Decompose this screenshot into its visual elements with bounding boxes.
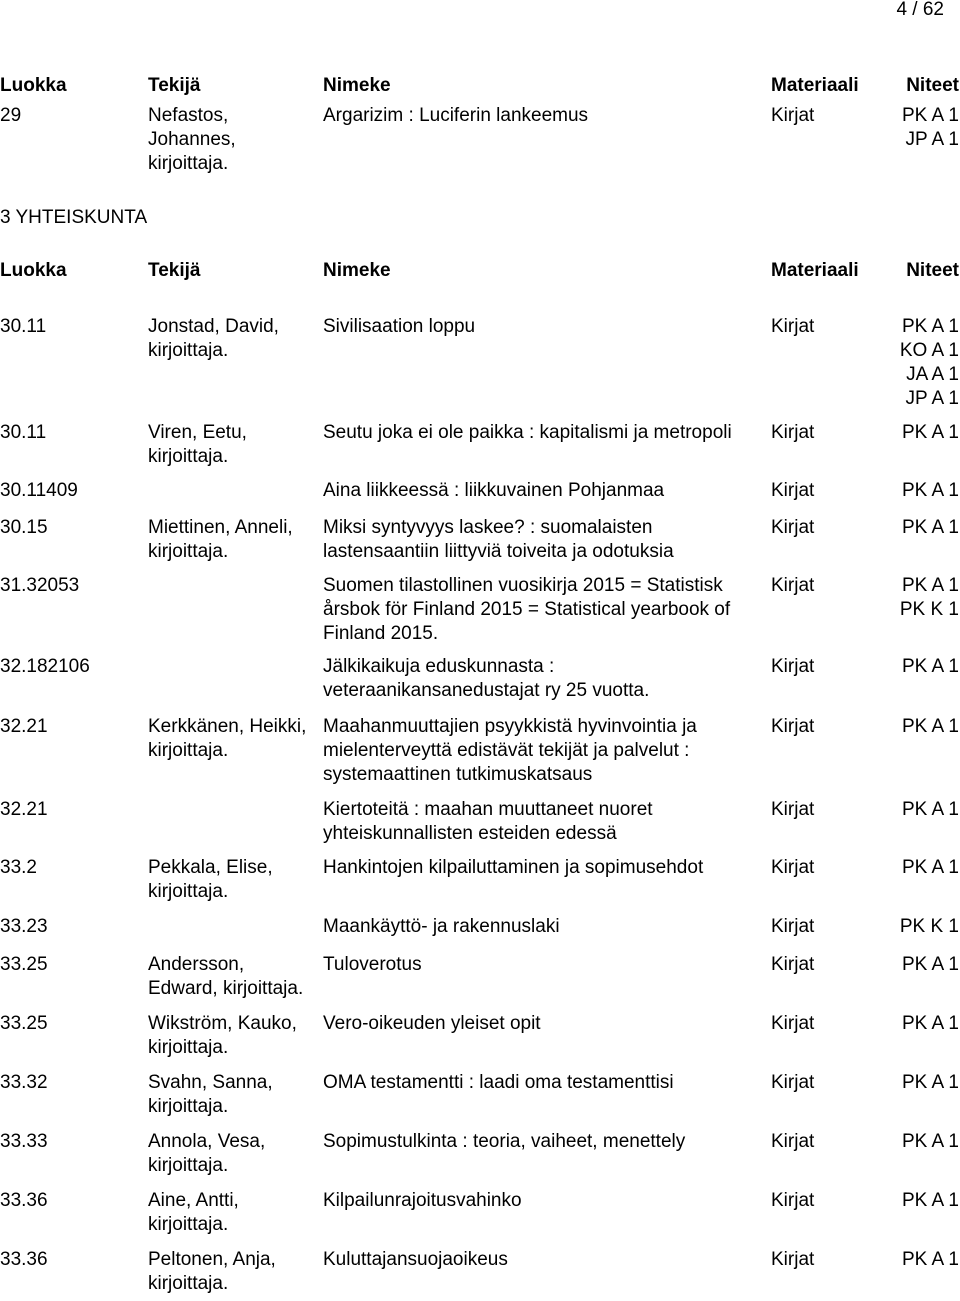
row-material: Kirjat [771,1072,815,1093]
table-row [0,421,960,479]
header-notes: Niteet [906,75,959,96]
table-row [0,516,960,574]
row-title: OMA testamentti : laadi oma testamenttisi [323,1072,674,1093]
row-title: Jälkikaikuja eduskunnasta : veteraanikansanedustajat ry 25 vuotta. [323,656,650,701]
row-class: 33.33 [0,1131,48,1152]
row-author: Wikström, Kauko, kirjoittaja. [148,1013,297,1058]
header-author: Tekijä [148,75,201,96]
row-title: Kiertoteitä : maahan muuttaneet nuoret yhteiskunnallisten esteiden edessä [323,799,653,844]
row-title: Argarizim : Luciferin lankeemus [323,105,589,126]
row-material: Kirjat [771,1131,815,1152]
table-row [0,798,960,856]
table-header [0,74,960,104]
header-class: Luokka [0,260,67,281]
row-notes: PK A 1 [901,480,959,501]
row-material: Kirjat [771,1190,815,1211]
row-class: 33.32 [0,1072,48,1093]
row-author: Nefastos, Johannes, kirjoittaja. [148,105,236,174]
row-material: Kirjat [771,656,815,677]
row-material: Kirjat [771,857,815,878]
row-title: Tuloverotus [323,954,422,975]
row-material: Kirjat [771,916,815,937]
row-class: 33.36 [0,1190,48,1211]
row-notes: PK A 1 [901,857,959,878]
header-notes: Niteet [906,260,959,281]
table-row [0,1248,960,1298]
row-title: Seutu joka ei ole paikka : kapitalismi ja metropoli [323,422,732,443]
row-title: Aina liikkeessä : liikkuvainen Pohjanmaa [323,480,665,501]
row-class: 29 [0,105,22,126]
row-notes: PK A 1 PK K 1 [899,575,959,620]
row-class: 30.11 [0,422,47,443]
table-row [0,1012,960,1071]
row-notes: PK A 1 [901,656,959,677]
row-notes: PK A 1 JP A 1 [901,105,959,150]
row-notes: PK A 1 [901,422,959,443]
row-class: 32.182106 [0,656,90,677]
row-class: 33.25 [0,954,48,975]
row-author: Peltonen, Anja, kirjoittaja. [148,1249,276,1294]
row-title: Maahanmuuttajien psyykkistä hyvinvointia ja mielenterveyttä edistävät tekijät ja palvelut : systemaattinen tutkimuskatsaus [323,716,697,785]
row-author: Andersson, Edward, kirjoittaja. [148,954,304,999]
row-title: Suomen tilastollinen vuosikirja 2015 = Statistisk årsbok för Finland 2015 = Statistical yearbook of Finland 2015. [323,575,731,644]
table-row [0,1071,960,1130]
row-material: Kirjat [771,1249,815,1270]
table-row [0,953,960,1012]
row-author: Pekkala, Elise, kirjoittaja. [148,857,273,902]
header-class: Luokka [0,75,67,96]
table-row [0,104,960,200]
row-title: Sivilisaation loppu [323,316,476,337]
row-title: Hankintojen kilpailuttaminen ja sopimusehdot [323,857,704,878]
table-row [0,479,960,516]
row-author: Annola, Vesa, kirjoittaja. [148,1131,266,1176]
row-class: 33.2 [0,857,37,878]
row-notes: PK A 1 [901,1131,959,1152]
row-class: 33.23 [0,916,48,937]
row-class: 30.11 [0,316,47,337]
row-author: Svahn, Sanna, kirjoittaja. [148,1072,273,1117]
row-notes: PK A 1 [901,799,959,820]
row-material: Kirjat [771,422,815,443]
row-title: Sopimustulkinta : teoria, vaiheet, menettely [323,1131,686,1152]
table-row [0,655,960,715]
header-material: Materiaali [771,75,859,96]
table-row [0,574,960,655]
page-number: 4 / 62 [896,0,944,20]
row-author: Aine, Antti, kirjoittaja. [148,1190,239,1235]
row-class: 33.25 [0,1013,48,1034]
table-row [0,1130,960,1189]
row-class: 31.32053 [0,575,80,596]
row-title: Kuluttajansuojaoikeus [323,1249,508,1270]
row-author: Kerkkänen, Heikki, kirjoittaja. [148,716,307,761]
row-notes: PK A 1 [901,1249,959,1270]
row-class: 33.36 [0,1249,48,1270]
row-material: Kirjat [771,480,815,501]
row-material: Kirjat [771,316,815,337]
row-notes: PK K 1 [899,916,959,937]
row-author: Miettinen, Anneli, kirjoittaja. [148,517,293,562]
table-row [0,1189,960,1248]
header-title: Nimeke [323,260,391,281]
row-material: Kirjat [771,105,815,126]
row-material: Kirjat [771,799,815,820]
row-notes: PK A 1 [901,1072,959,1093]
row-title: Maankäyttö- ja rakennuslaki [323,916,560,937]
row-notes: PK A 1 [901,1190,959,1211]
row-class: 30.15 [0,517,48,538]
header-material: Materiaali [771,260,859,281]
row-title: Miksi syntyvyys laskee? : suomalaisten lastensaantiin liittyviä toiveita ja odotuksia [323,517,674,562]
table-row [0,915,960,953]
row-material: Kirjat [771,1013,815,1034]
row-notes: PK A 1 [901,954,959,975]
table-row [0,715,960,798]
row-author: Jonstad, David, kirjoittaja. [148,316,279,361]
row-notes: PK A 1 KO A 1 JA A 1 JP A 1 [899,316,959,409]
main-table [0,259,960,1298]
row-material: Kirjat [771,954,815,975]
header-author: Tekijä [148,260,201,281]
row-material: Kirjat [771,517,815,538]
section-title: 3 YHTEISKUNTA [0,207,148,228]
row-material: Kirjat [771,575,815,596]
row-class: 32.21 [0,716,48,737]
row-material: Kirjat [771,716,815,737]
row-class: 30.11409 [0,480,78,501]
row-title: Kilpailunrajoitusvahinko [323,1190,522,1211]
row-class: 32.21 [0,799,48,820]
table-row [0,856,960,915]
header-title: Nimeke [323,75,391,96]
table-row [0,315,960,421]
row-author: Viren, Eetu, kirjoittaja. [148,422,247,467]
row-notes: PK A 1 [901,517,959,538]
row-notes: PK A 1 [901,716,959,737]
table-header [0,259,960,315]
row-title: Vero-oikeuden yleiset opit [323,1013,541,1034]
row-notes: PK A 1 [901,1013,959,1034]
top-table [0,74,960,200]
